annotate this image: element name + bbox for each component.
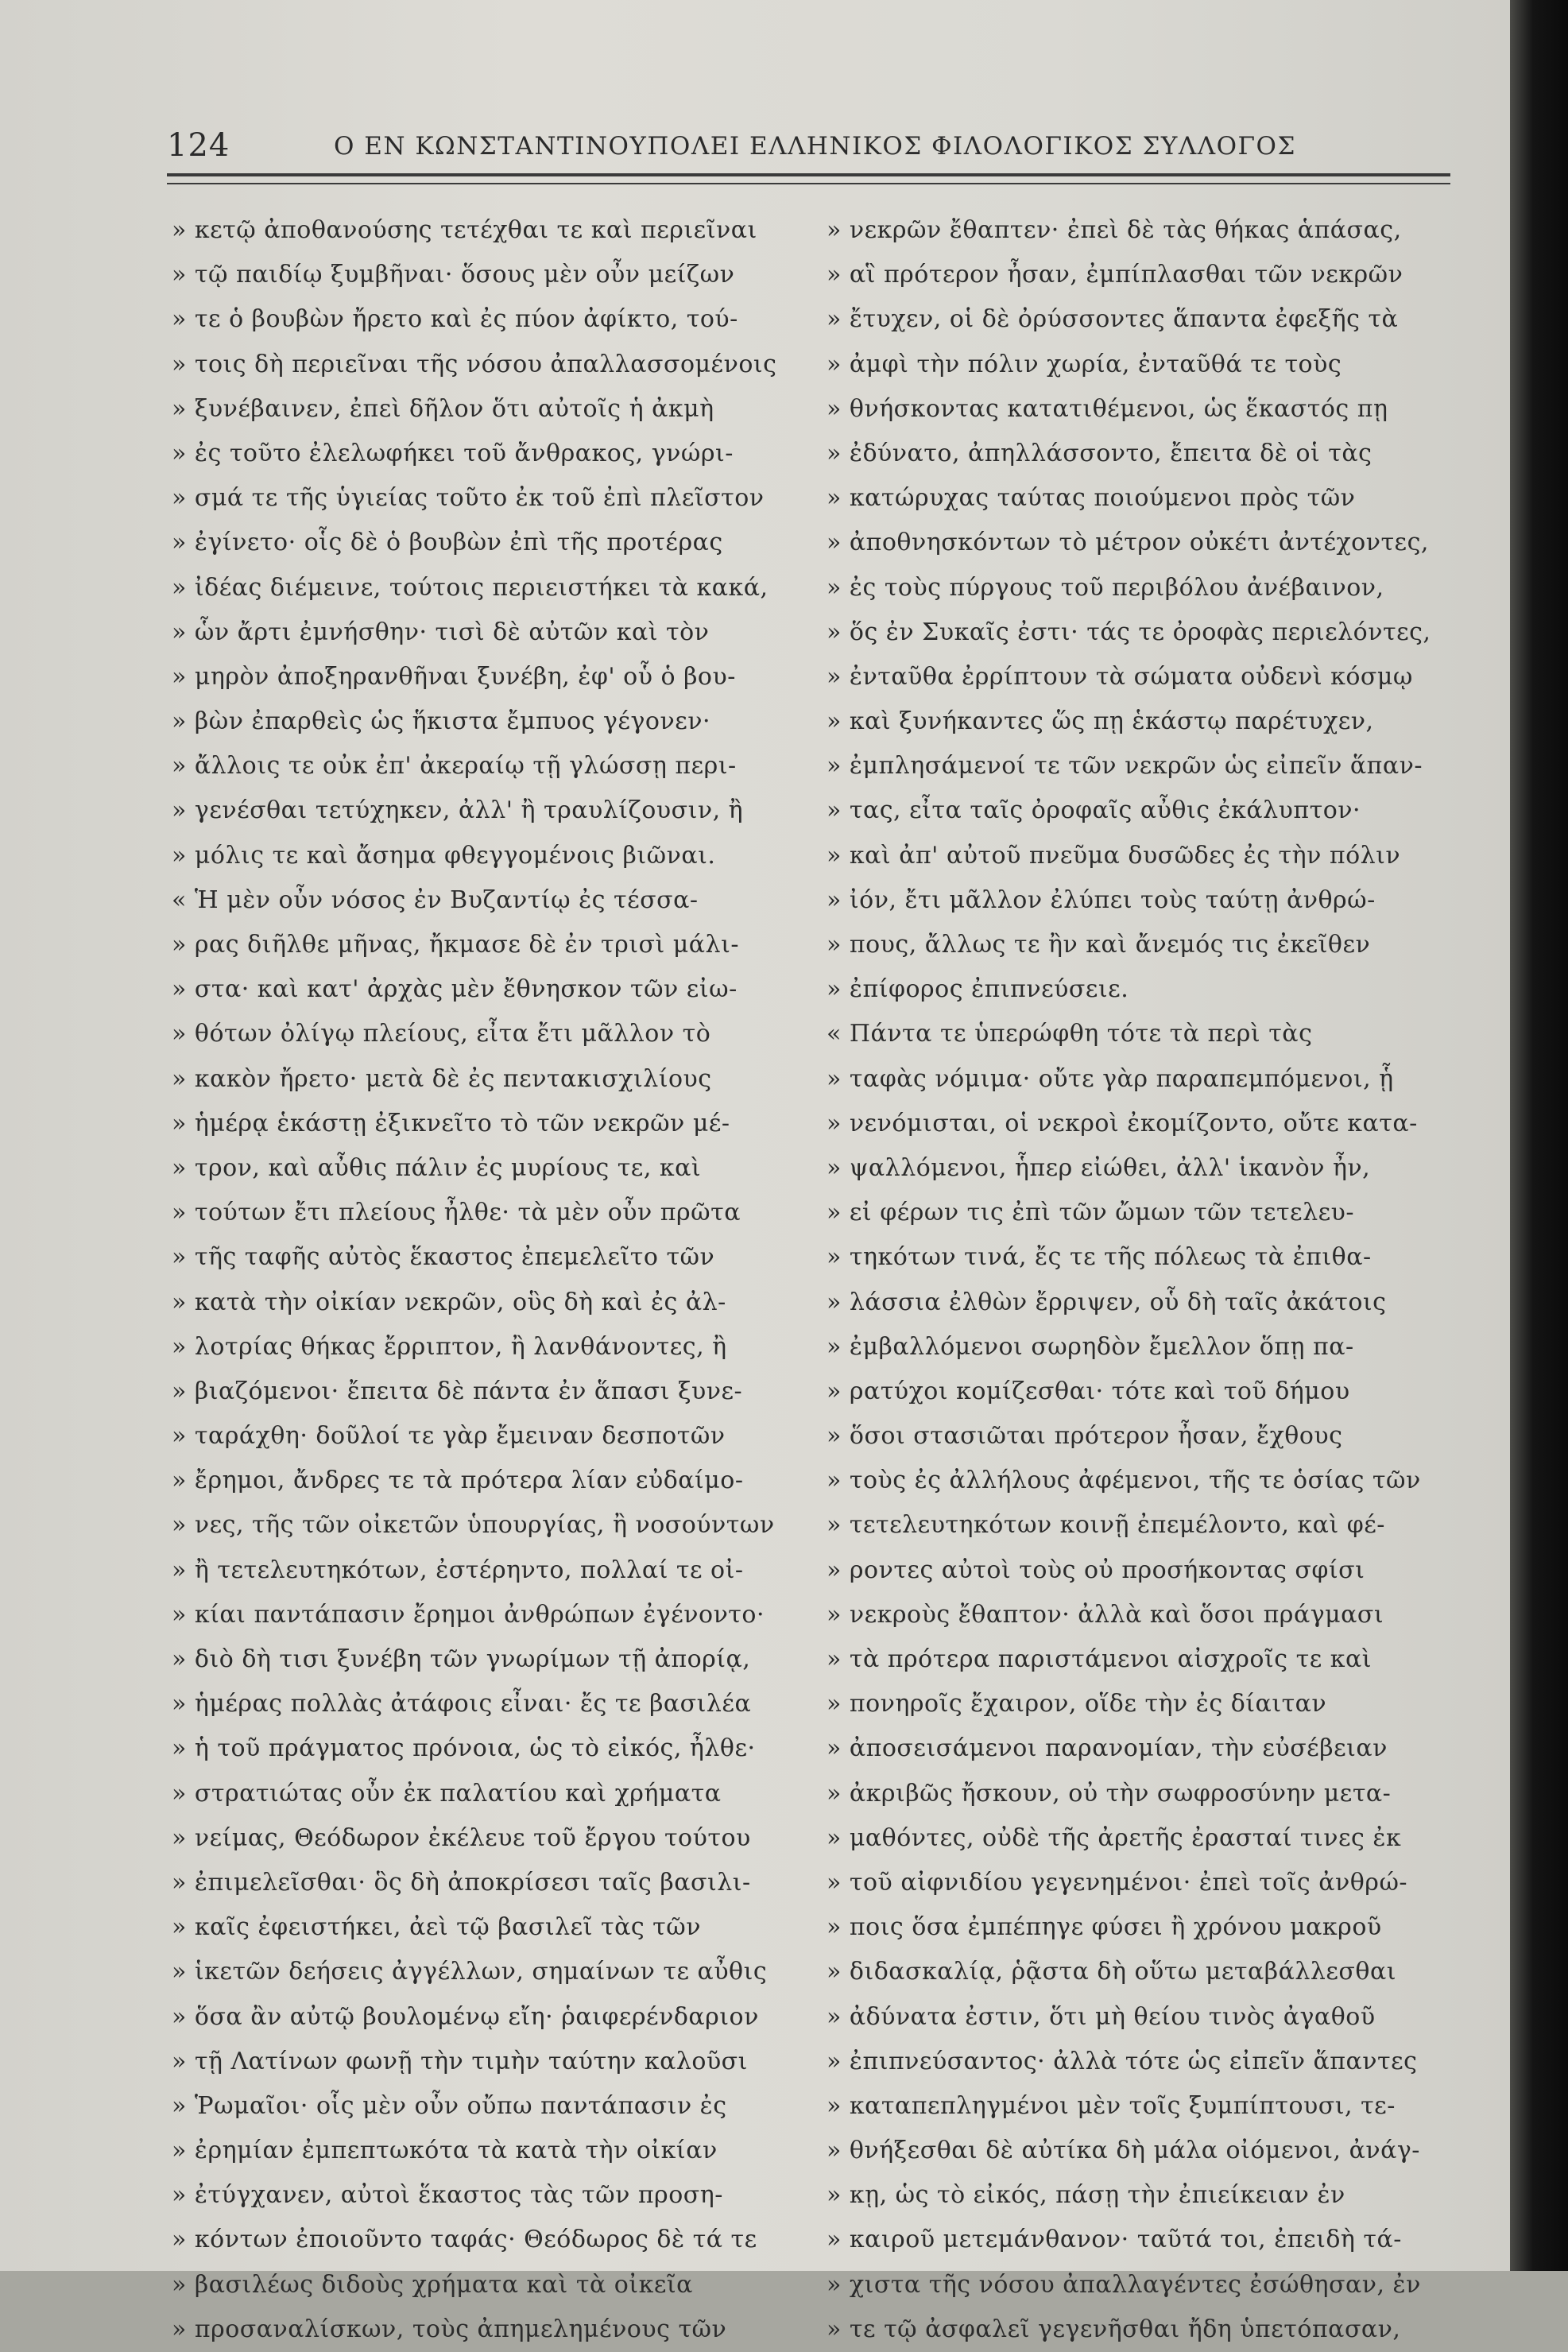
text-line: » ἐγίνετο· οἷς δὲ ὁ βουβὼν ἐπὶ τῆς προτέρας <box>172 529 723 557</box>
text-line: » ἰόν, ἔτι μᾶλλον ἐλύπει τοὺς ταύτῃ ἀνθρώ- <box>827 885 1376 914</box>
text-line: » καιροῦ μετεμάνθανον· ταῦτά τοι, ἐπειδὴ τά- <box>827 2226 1402 2254</box>
text-line: » βὼν ἐπαρθεὶς ὡς ἥκιστα ἔμπυος γέγονεν· <box>172 707 711 736</box>
text-line: » τετελευτηκότων κοινῇ ἐπεμέλοντο, καὶ φέ- <box>827 1511 1385 1540</box>
text-line: » διδασκαλίᾳ, ῥᾷστα δὴ οὕτω μεταβάλλεσθαι <box>827 1958 1396 1986</box>
text-line: » θνήξεσθαι δὲ αὐτίκα δὴ μάλα οἰόμενοι, ἀνάγ- <box>827 2137 1420 2165</box>
text-line: » λοτρίας θήκας ἔρριπτον, ἢ λανθάνοντες, ἢ <box>172 1332 727 1361</box>
text-line: » τοὺς ἐς ἀλλήλους ἀφέμενοι, τῆς τε ὁσίας τῶν <box>827 1467 1421 1495</box>
text-line: » νες, τῆς τῶν οἰκετῶν ὑπουργίας, ἢ νοσούντων <box>172 1511 775 1540</box>
text-line: » τοις δὴ περιεῖναι τῆς νόσου ἀπαλλασσομένοις <box>172 350 777 378</box>
text-line: » ἐς τοῦτο ἐλελωφήκει τοῦ ἄνθρακος, γνώρι- <box>172 439 734 467</box>
text-line: » κακὸν ἤρετο· μετὰ δὲ ἐς πεντακισχιλίους <box>172 1064 712 1093</box>
text-line: » ἡμέρας πολλὰς ἀτάφοις εἶναι· ἔς τε βασιλέα <box>172 1690 752 1718</box>
text-line: » ἐνταῦθα ἐρρίπτουν τὰ σώματα οὐδενὶ κόσμῳ <box>827 662 1413 691</box>
text-line: » ἰδέας διέμεινε, τούτοις περιειστήκει τὰ κακά, <box>172 573 769 602</box>
text-line: » πους, ἄλλως τε ἢν καὶ ἄνεμός τις ἐκεῖθεν <box>827 931 1371 959</box>
text-line: » ἱκετῶν δεήσεις ἀγγέλλων, σημαίνων τε αὖθις <box>172 1958 768 1986</box>
text-line: » ταράχθη· δοῦλοί τε γὰρ ἔμειναν δεσποτῶν <box>172 1422 726 1451</box>
text-line: » ἐς τοὺς πύργους τοῦ περιβόλου ἀνέβαινον, <box>827 573 1384 602</box>
text-line: » θνήσκοντας κατατιθέμενοι, ὡς ἕκαστός πῃ <box>827 394 1388 423</box>
text-line: « Ἡ μὲν οὖν νόσος ἐν Βυζαντίῳ ἐς τέσσα- <box>172 885 699 914</box>
text-line: » ταφὰς νόμιμα· οὔτε γὰρ παραπεμπόμενοι, ᾗ <box>827 1064 1394 1093</box>
text-line: » ροντες αὐτοὶ τοὺς οὐ προσήκοντας σφίσι <box>827 1556 1365 1584</box>
text-line: » γενέσθαι τετύχηκεν, ἀλλ' ἢ τραυλίζουσιν, ἢ <box>172 796 744 825</box>
text-line: » στρατιώτας οὖν ἐκ παλατίου καὶ χρήματα <box>172 1779 722 1808</box>
text-line: » κατώρυχας ταύτας ποιούμενοι πρὸς τῶν <box>827 484 1356 513</box>
text-line: » διὸ δὴ τισι ξυνέβη τῶν γνωρίμων τῇ ἀπορίᾳ, <box>172 1645 751 1673</box>
page-header <box>167 119 1470 167</box>
text-line: » νεκρῶν ἔθαπτεν· ἐπεὶ δὲ τὰς θήκας ἁπάσας, <box>827 216 1402 244</box>
text-line: » κετῷ ἀποθανούσης τετέχθαι τε καὶ περιεῖναι <box>172 216 757 244</box>
text-line: » βασιλέως διδοὺς χρήματα καὶ τὰ οἰκεῖα <box>172 2270 693 2299</box>
text-line: » τρον, καὶ αὖθις πάλιν ἐς μυρίους τε, καὶ <box>172 1153 702 1182</box>
header-rule-thin <box>167 183 1450 184</box>
text-line: » ὧν ἄρτι ἐμνήσθην· τισὶ δὲ αὐτῶν καὶ τὸν <box>172 618 710 646</box>
text-line: » ἡ τοῦ πράγματος πρόνοια, ὡς τὸ εἰκός, ἦλθε· <box>172 1734 756 1763</box>
text-line: » κῃ, ὡς τὸ εἰκός, πάσῃ τὴν ἐπιείκειαν ἐν <box>827 2181 1345 2210</box>
right-column <box>827 208 1478 2352</box>
text-line: » ἐπιμελεῖσθαι· ὃς δὴ ἀποκρίσεσι ταῖς βασιλι- <box>172 1868 751 1897</box>
text-line: » εἰ φέρων τις ἐπὶ τῶν ὤμων τῶν τετελευ- <box>827 1199 1355 1227</box>
book-spine-shadow <box>1510 0 1568 2271</box>
text-line: » Ῥωμαῖοι· οἷς μὲν οὖν οὔπω παντάπασιν ἐς <box>172 2091 727 2120</box>
text-line: » κατὰ τὴν οἰκίαν νεκρῶν, οὓς δὴ καὶ ἐς ἀλ- <box>172 1288 726 1316</box>
text-line: » τῆς ταφῆς αὐτὸς ἕκαστος ἐπεμελεῖτο τῶν <box>172 1243 715 1272</box>
text-line: » ὅς ἐν Συκαῖς ἐστι· τάς τε ὀροφὰς περιελόντες, <box>827 618 1431 646</box>
text-line: » χιστα τῆς νόσου ἀπαλλαγέντες ἐσώθησαν, ἐν <box>827 2270 1421 2299</box>
running-head: Ο ΕΝ ΚΩΝΣΤΑΝΤΙΝΟΥΠΟΛΕΙ ΕΛΛΗΝΙΚΟΣ ΦΙΛΟΛΟΓΙΚΟΣ ΣΥΛΛΟΓΟΣ <box>334 132 1296 161</box>
text-line: » τούτων ἔτι πλείους ἦλθε· τὰ μὲν οὖν πρῶτα <box>172 1199 741 1227</box>
text-line: « Πάντα τε ὑπερώφθη τότε τὰ περὶ τὰς <box>827 1020 1313 1048</box>
text-line: » ἔτυχεν, οἱ δὲ ὀρύσσοντες ἅπαντα ἐφεξῆς τὰ <box>827 305 1399 334</box>
text-line: » ὅσοι στασιῶται πρότερον ἦσαν, ἔχθους <box>827 1422 1343 1451</box>
text-line: » ἀποθνησκόντων τὸ μέτρον οὐκέτι ἀντέχοντες, <box>827 529 1429 557</box>
text-line: » ἀμφὶ τὴν πόλιν χωρία, ἐνταῦθά τε τοὺς <box>827 350 1342 378</box>
text-line: » ἔρημοι, ἄνδρες τε τὰ πρότερα λίαν εὐδαίμο- <box>172 1467 744 1495</box>
text-line: » τῷ παιδίῳ ξυμβῆναι· ὅσους μὲν οὖν μείζων <box>172 261 735 289</box>
text-line: » τε ὁ βουβὼν ἤρετο καὶ ἐς πύον ἀφίκτο, τού- <box>172 305 738 334</box>
left-column <box>172 208 823 2352</box>
text-line: » αἳ πρότερον ἦσαν, ἐμπίπλασθαι τῶν νεκρῶν <box>827 261 1403 289</box>
page-number: 124 <box>167 127 230 164</box>
text-line: » ἐτύγχανεν, αὐτοὶ ἕκαστος τὰς τῶν προση- <box>172 2181 723 2210</box>
text-line: » σμά τε τῆς ὑγιείας τοῦτο ἐκ τοῦ ἐπὶ πλεῖστον <box>172 484 765 513</box>
text-line: » κίαι παντάπασιν ἔρημοι ἀνθρώπων ἐγένοντο· <box>172 1600 765 1629</box>
text-line: » πονηροῖς ἔχαιρον, οἵδε τὴν ἐς δίαιταν <box>827 1690 1327 1718</box>
text-line: » ξυνέβαινεν, ἐπεὶ δῆλον ὅτι αὐτοῖς ἡ ἀκμὴ <box>172 394 714 423</box>
text-line: » τηκότων τινά, ἔς τε τῆς πόλεως τὰ ἐπιθα- <box>827 1243 1372 1272</box>
text-line: » ἐδύνατο, ἀπηλλάσσοντο, ἔπειτα δὲ οἱ τὰς <box>827 439 1372 467</box>
text-line: » ἐμβαλλόμενοι σωρηδὸν ἔμελλον ὅπῃ πα- <box>827 1332 1354 1361</box>
text-line: » μηρὸν ἀποξηρανθῆναι ξυνέβη, ἐφ' οὗ ὁ βου- <box>172 662 736 691</box>
text-line: » ἡμέρᾳ ἑκάστῃ ἐξικνεῖτο τὸ τῶν νεκρῶν μέ- <box>172 1109 730 1137</box>
text-line: » ἀποσεισάμενοι παρανομίαν, τὴν εὐσέβειαν <box>827 1734 1388 1763</box>
text-line: » ἄλλοις τε οὐκ ἐπ' ἀκεραίῳ τῇ γλώσσῃ περι- <box>172 752 737 781</box>
text-line: » στα· καὶ κατ' ἀρχὰς μὲν ἔθνησκον τῶν εἰω- <box>172 975 738 1004</box>
text-line: » ἐπιπνεύσαντος· ἀλλὰ τότε ὡς εἰπεῖν ἅπαντες <box>827 2047 1418 2075</box>
text-line: » μόλις τε καὶ ἄσημα φθεγγομένοις βιῶναι. <box>172 841 716 870</box>
text-line: » ὅσα ἂν αὐτῷ βουλομένῳ εἴη· ῥαιφερένδαριον <box>172 2002 759 2031</box>
text-line: » κόντων ἐποιοῦντο ταφάς· Θεόδωρος δὲ τά τε <box>172 2226 757 2254</box>
text-line: » ἐμπλησάμενοί τε τῶν νεκρῶν ὡς εἰπεῖν ἅπαν- <box>827 752 1423 781</box>
text-line: » νενόμισται, οἱ νεκροὶ ἐκομίζοντο, οὔτε κατα- <box>827 1109 1418 1137</box>
text-line: » καταπεπληγμένοι μὲν τοῖς ξυμπίπτουσι, τε- <box>827 2091 1396 2120</box>
text-line: » νεκροὺς ἔθαπτον· ἀλλὰ καὶ ὅσοι πράγμασι <box>827 1600 1384 1629</box>
text-line: » ἀδύνατα ἐστιν, ὅτι μὴ θείου τινὸς ἀγαθοῦ <box>827 2002 1376 2031</box>
text-line: » καὶ ἀπ' αὐτοῦ πνεῦμα δυσῶδες ἐς τὴν πόλιν <box>827 841 1401 870</box>
text-line: » καὶ ξυνήκαντες ὥς πῃ ἑκάστῳ παρέτυχεν, <box>827 707 1374 736</box>
text-line: » τῇ Λατίνων φωνῇ τὴν τιμὴν ταύτην καλοῦσι <box>172 2047 748 2075</box>
text-line: » τὰ πρότερα παριστάμενοι αἰσχροῖς τε καὶ <box>827 1645 1372 1673</box>
header-rule-thick <box>167 173 1450 176</box>
text-line: » ἐρημίαν ἐμπεπτωκότα τὰ κατὰ τὴν οἰκίαν <box>172 2137 718 2165</box>
text-line: » νείμας, Θεόδωρον ἐκέλευε τοῦ ἔργου τούτου <box>172 1823 751 1852</box>
text-line: » ἐπίφορος ἐπιπνεύσειε. <box>827 975 1129 1004</box>
text-line: » ἀκριβῶς ἤσκουν, οὐ τὴν σωφροσύνην μετα- <box>827 1779 1392 1808</box>
text-line: » θότων ὀλίγῳ πλείους, εἶτα ἔτι μᾶλλον τὸ <box>172 1020 711 1048</box>
text-line: » ρας διῆλθε μῆνας, ἤκμασε δὲ ἐν τρισὶ μάλι- <box>172 931 739 959</box>
text-line: » ψαλλόμενοι, ἧπερ εἰώθει, ἀλλ' ἱκανὸν ἦν, <box>827 1153 1371 1182</box>
text-line: » ρατύχοι κομίζεσθαι· τότε καὶ τοῦ δήμου <box>827 1377 1350 1405</box>
text-line: » ἢ τετελευτηκότων, ἐστέρηντο, πολλαί τε οἰ- <box>172 1556 744 1584</box>
text-line: » τας, εἶτα ταῖς ὀροφαῖς αὖθις ἐκάλυπτον· <box>827 796 1361 825</box>
text-line: » τε τῷ ἀσφαλεῖ γεγενῆσθαι ἤδη ὑπετόπασαν, <box>827 2315 1401 2343</box>
text-line: » τοῦ αἰφνιδίου γεγενημένοι· ἐπεὶ τοῖς ἀνθρώ- <box>827 1868 1408 1897</box>
text-line: » λάσσια ἐλθὼν ἔρριψεν, οὗ δὴ ταῖς ἀκάτοις <box>827 1288 1387 1316</box>
text-line: » ποις ὅσα ἐμπέπηγε φύσει ἢ χρόνου μακροῦ <box>827 1913 1382 1942</box>
text-line: » προσαναλίσκων, τοὺς ἀπημελημένους τῶν <box>172 2315 727 2343</box>
text-line: » βιαζόμενοι· ἔπειτα δὲ πάντα ἐν ἅπασι ξυνε- <box>172 1377 743 1405</box>
text-line: » μαθόντες, οὐδὲ τῆς ἀρετῆς ἐρασταί τινες ἐκ <box>827 1823 1402 1852</box>
text-line: » καῖς ἐφειστήκει, ἀεὶ τῷ βασιλεῖ τὰς τῶν <box>172 1913 701 1942</box>
